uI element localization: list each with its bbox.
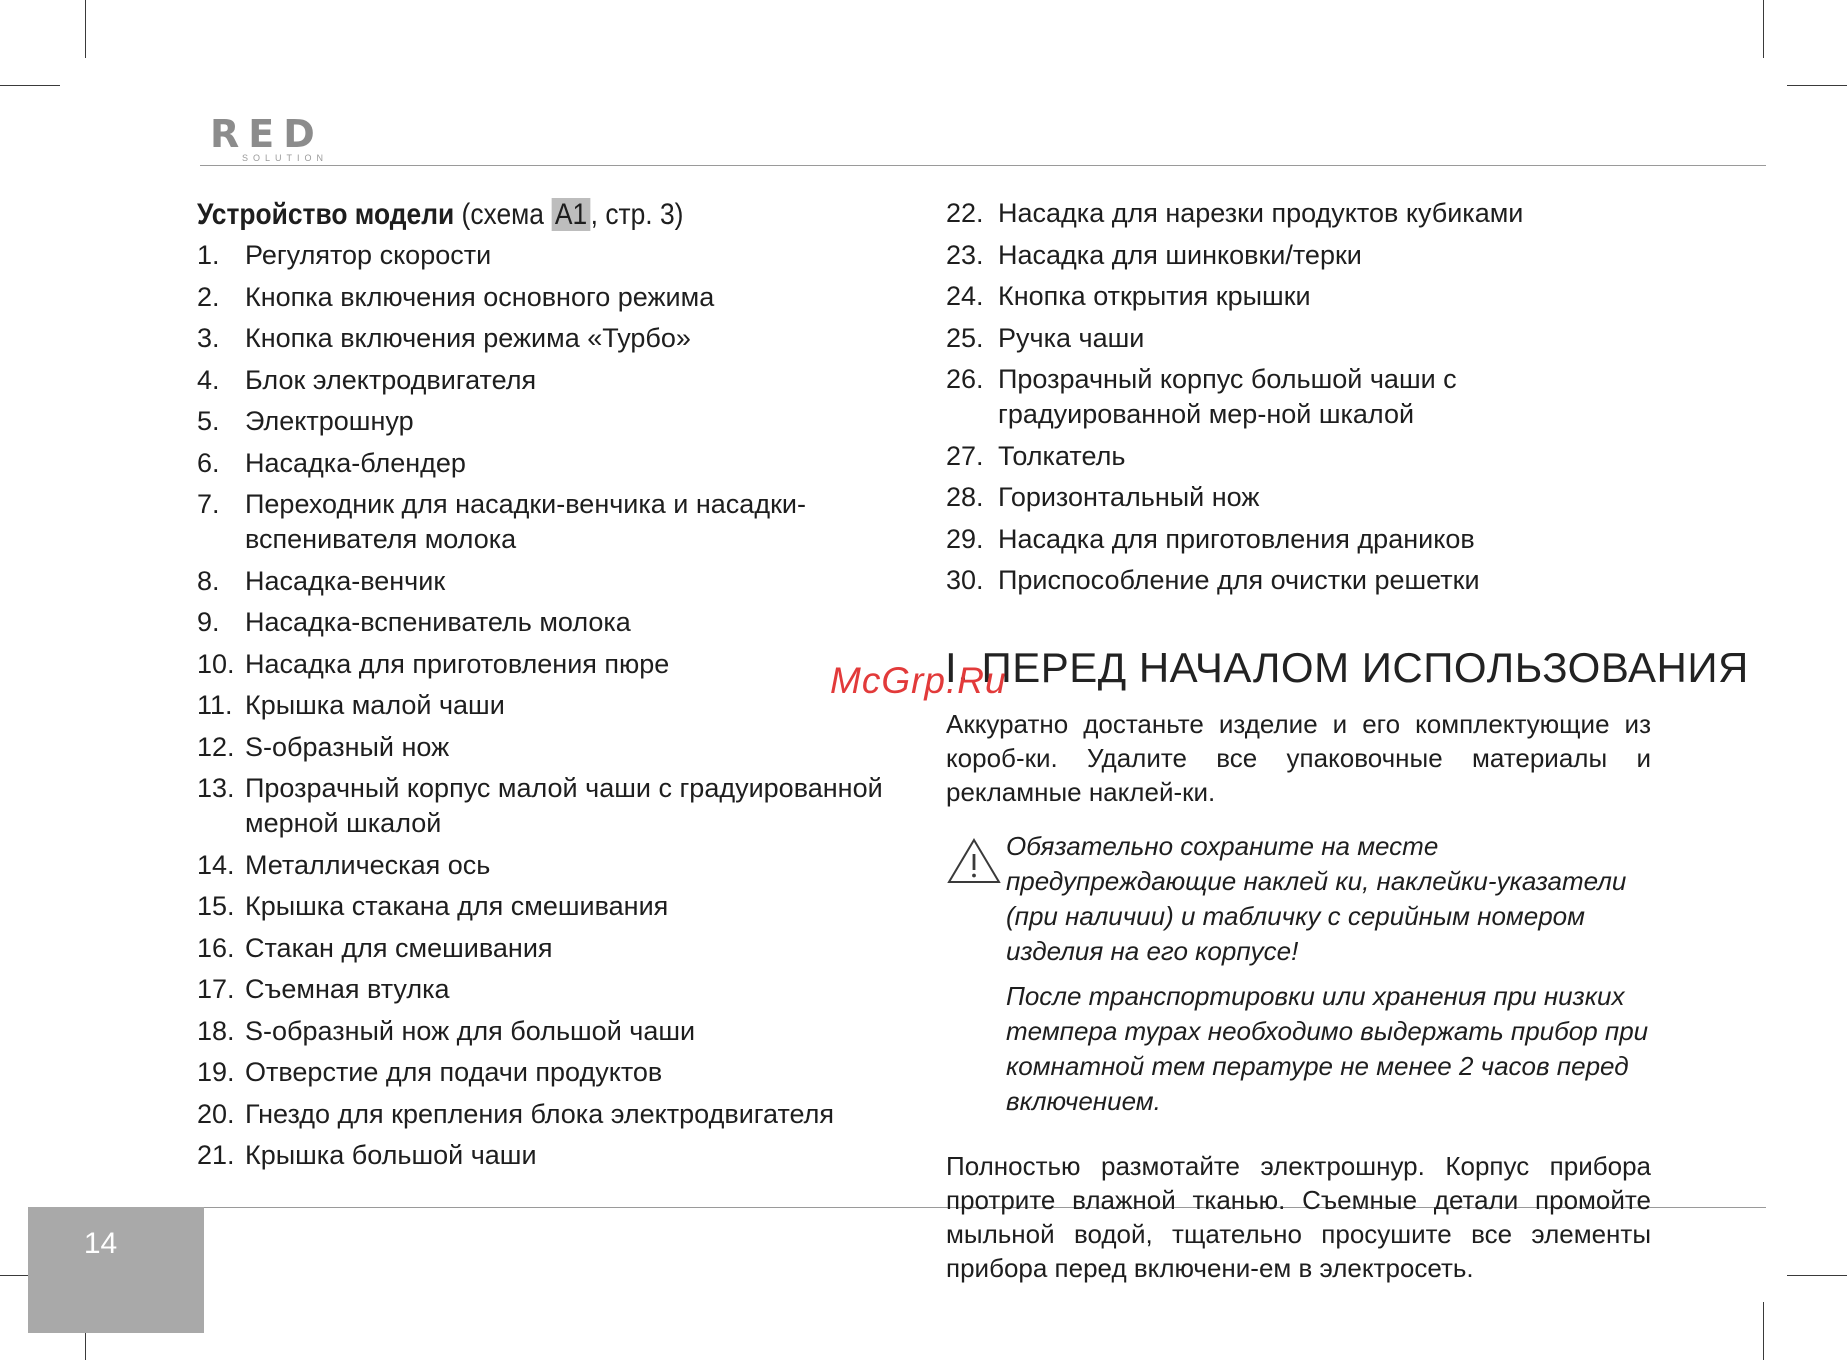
item-text: Насадка-венчик bbox=[245, 565, 446, 596]
item-number: 14. bbox=[197, 849, 235, 880]
list-item bbox=[197, 280, 917, 322]
list-item bbox=[946, 439, 1651, 481]
item-number: 30. bbox=[946, 565, 984, 595]
list-item bbox=[946, 238, 1651, 280]
item-number: 22. bbox=[946, 198, 984, 228]
item-number: 24. bbox=[946, 281, 984, 311]
item-text: Ручка чаши bbox=[998, 322, 1145, 353]
item-text: Прозрачный корпус малой чаши с градуированной мерной шкалой bbox=[245, 773, 883, 838]
item-text: Кнопка включения основного режима bbox=[245, 281, 715, 312]
list-item bbox=[197, 1138, 917, 1180]
crop-mark bbox=[1763, 0, 1764, 58]
list-item bbox=[197, 730, 917, 772]
item-number: 28. bbox=[946, 482, 984, 512]
list-item bbox=[197, 972, 917, 1014]
list-item bbox=[197, 889, 917, 931]
item-text: Крышка стакана для смешивания bbox=[245, 891, 669, 921]
list-item bbox=[946, 522, 1651, 564]
item-number: 19. bbox=[197, 1057, 235, 1087]
crop-mark bbox=[1787, 1275, 1847, 1276]
item-number: 10. bbox=[197, 648, 235, 679]
item-text: Электрошнур bbox=[245, 406, 414, 436]
list-item bbox=[197, 605, 917, 647]
item-number: 26. bbox=[946, 364, 984, 394]
item-number: 6. bbox=[197, 447, 220, 478]
item-text: Насадка для шинковки/терки bbox=[998, 239, 1362, 270]
item-number: 9. bbox=[197, 607, 220, 637]
item-number: 21. bbox=[197, 1140, 235, 1170]
item-text: Насадка-вспениватель молока bbox=[245, 607, 631, 637]
parts-heading-title: Устройство модели bbox=[197, 198, 455, 231]
list-item bbox=[197, 688, 917, 730]
header-rule bbox=[200, 165, 1766, 166]
item-text: Кнопка открытия крышки bbox=[998, 281, 1311, 311]
brand-logo-text: RED bbox=[210, 112, 324, 156]
item-number: 1. bbox=[197, 240, 220, 270]
list-item bbox=[197, 487, 917, 564]
item-number: 25. bbox=[946, 322, 984, 353]
list-item bbox=[197, 1097, 917, 1139]
crop-mark bbox=[1787, 85, 1847, 86]
item-number: 23. bbox=[946, 239, 984, 270]
section-title: I. ПЕРЕД НАЧАЛОМ ИСПОЛЬЗОВАНИЯ bbox=[945, 643, 1749, 691]
list-item bbox=[197, 446, 917, 488]
parts-heading-post: , стр. 3) bbox=[590, 198, 684, 231]
item-text: Кнопка включения режима «Турбо» bbox=[245, 323, 691, 353]
warning-text bbox=[1006, 829, 1651, 1129]
list-item bbox=[946, 480, 1651, 522]
item-text: Блок электродвигателя bbox=[245, 364, 537, 395]
item-text: S-образный нож bbox=[245, 731, 450, 762]
item-number: 27. bbox=[946, 440, 984, 471]
item-number: 17. bbox=[197, 974, 235, 1004]
list-item bbox=[946, 321, 1651, 363]
parts-heading bbox=[197, 196, 831, 234]
list-item bbox=[197, 1055, 917, 1097]
list-item bbox=[946, 279, 1651, 321]
warning-icon bbox=[946, 829, 1006, 1129]
watermark: McGrp.Ru bbox=[830, 660, 1007, 701]
parts-heading-pre: (схема bbox=[461, 198, 544, 231]
item-number: 12. bbox=[197, 731, 235, 762]
list-item bbox=[946, 563, 1651, 605]
crop-mark bbox=[85, 0, 86, 58]
item-text: Насадка-блендер bbox=[245, 447, 466, 478]
item-text: Крышка большой чаши bbox=[245, 1140, 537, 1170]
list-item bbox=[197, 1014, 917, 1056]
right-column bbox=[945, 196, 1749, 1285]
item-text: Горизонтальный нож bbox=[998, 482, 1260, 512]
list-item bbox=[946, 362, 1651, 439]
warning-block bbox=[946, 829, 1651, 1129]
item-number: 2. bbox=[197, 281, 220, 312]
item-number: 7. bbox=[197, 489, 220, 519]
crop-mark bbox=[1763, 1302, 1764, 1360]
item-number: 5. bbox=[197, 406, 220, 436]
item-text: Металлическая ось bbox=[245, 849, 491, 880]
page-number-box bbox=[28, 1207, 204, 1333]
item-text: Крышка малой чаши bbox=[245, 690, 505, 720]
warning-temperature: После транспортировки или хранения при низких темпера турах необходимо выдержать прибор при комнатной тем пературе не менее 2 часов перед включением. bbox=[1006, 980, 1649, 1116]
list-item bbox=[197, 564, 917, 606]
item-text: Насадка для приготовления пюре bbox=[245, 648, 670, 679]
list-item bbox=[197, 363, 917, 405]
item-number: 18. bbox=[197, 1015, 235, 1046]
item-text: S-образный нож для большой чаши bbox=[245, 1015, 696, 1046]
brand-logo-subtext: SOLUTION bbox=[242, 153, 329, 163]
item-text: Приспособление для очистки решетки bbox=[998, 565, 1480, 595]
warning-stickers: Обязательно сохраните на месте предупреждающие наклей ки, наклейки-указатели (при наличии) и табличку с серийным номером изделия на его корпусе! bbox=[1006, 830, 1627, 966]
list-item bbox=[197, 848, 917, 890]
item-text: Насадка для нарезки продуктов кубиками bbox=[998, 198, 1524, 228]
parts-list-right bbox=[946, 196, 1651, 605]
preparation-paragraph: Полностью размотайте электрошнур. Корпус прибора протрите влажной тканью. Съемные детали промойте мыльной водой, тщательно просушите все элементы прибора перед включени-ем в электросеть. bbox=[946, 1150, 1651, 1283]
brand-logo bbox=[210, 112, 360, 163]
item-text: Переходник для насадки-венчика и насадки-вспенивателя молока bbox=[245, 489, 806, 554]
item-text: Съемная втулка bbox=[245, 974, 450, 1004]
item-text: Регулятор скорости bbox=[245, 240, 492, 270]
list-item bbox=[946, 196, 1651, 238]
item-text: Отверстие для подачи продуктов bbox=[245, 1057, 663, 1087]
left-column bbox=[197, 196, 917, 1180]
item-text: Стакан для смешивания bbox=[245, 932, 553, 963]
item-number: 8. bbox=[197, 565, 220, 596]
item-number: 11. bbox=[197, 690, 233, 720]
list-item bbox=[197, 238, 917, 280]
item-number: 29. bbox=[946, 523, 984, 554]
unpack-paragraph: Аккуратно достаньте изделие и его комплектующие из короб-ки. Удалите все упаковочные материалы и рекламные наклей-ки. bbox=[946, 708, 1651, 807]
item-number: 16. bbox=[197, 932, 235, 963]
page-number: 14 bbox=[83, 1227, 118, 1260]
item-number: 13. bbox=[197, 773, 235, 803]
item-text: Толкатель bbox=[998, 440, 1126, 471]
item-number: 20. bbox=[197, 1098, 235, 1129]
item-number: 3. bbox=[197, 323, 220, 353]
item-text: Прозрачный корпус большой чаши с градуированной мер-ной шкалой bbox=[998, 364, 1457, 429]
item-text: Гнездо для крепления блока электродвигателя bbox=[245, 1098, 835, 1129]
list-item bbox=[197, 931, 917, 973]
list-item bbox=[197, 771, 917, 848]
list-item bbox=[197, 321, 917, 363]
item-number: 15. bbox=[197, 891, 235, 921]
scheme-reference: A1 bbox=[551, 198, 590, 231]
crop-mark bbox=[0, 85, 60, 86]
item-text: Насадка для приготовления драников bbox=[998, 523, 1475, 554]
parts-list-left bbox=[197, 238, 917, 1180]
item-number: 4. bbox=[197, 364, 220, 395]
list-item bbox=[197, 647, 917, 689]
list-item bbox=[197, 404, 917, 446]
